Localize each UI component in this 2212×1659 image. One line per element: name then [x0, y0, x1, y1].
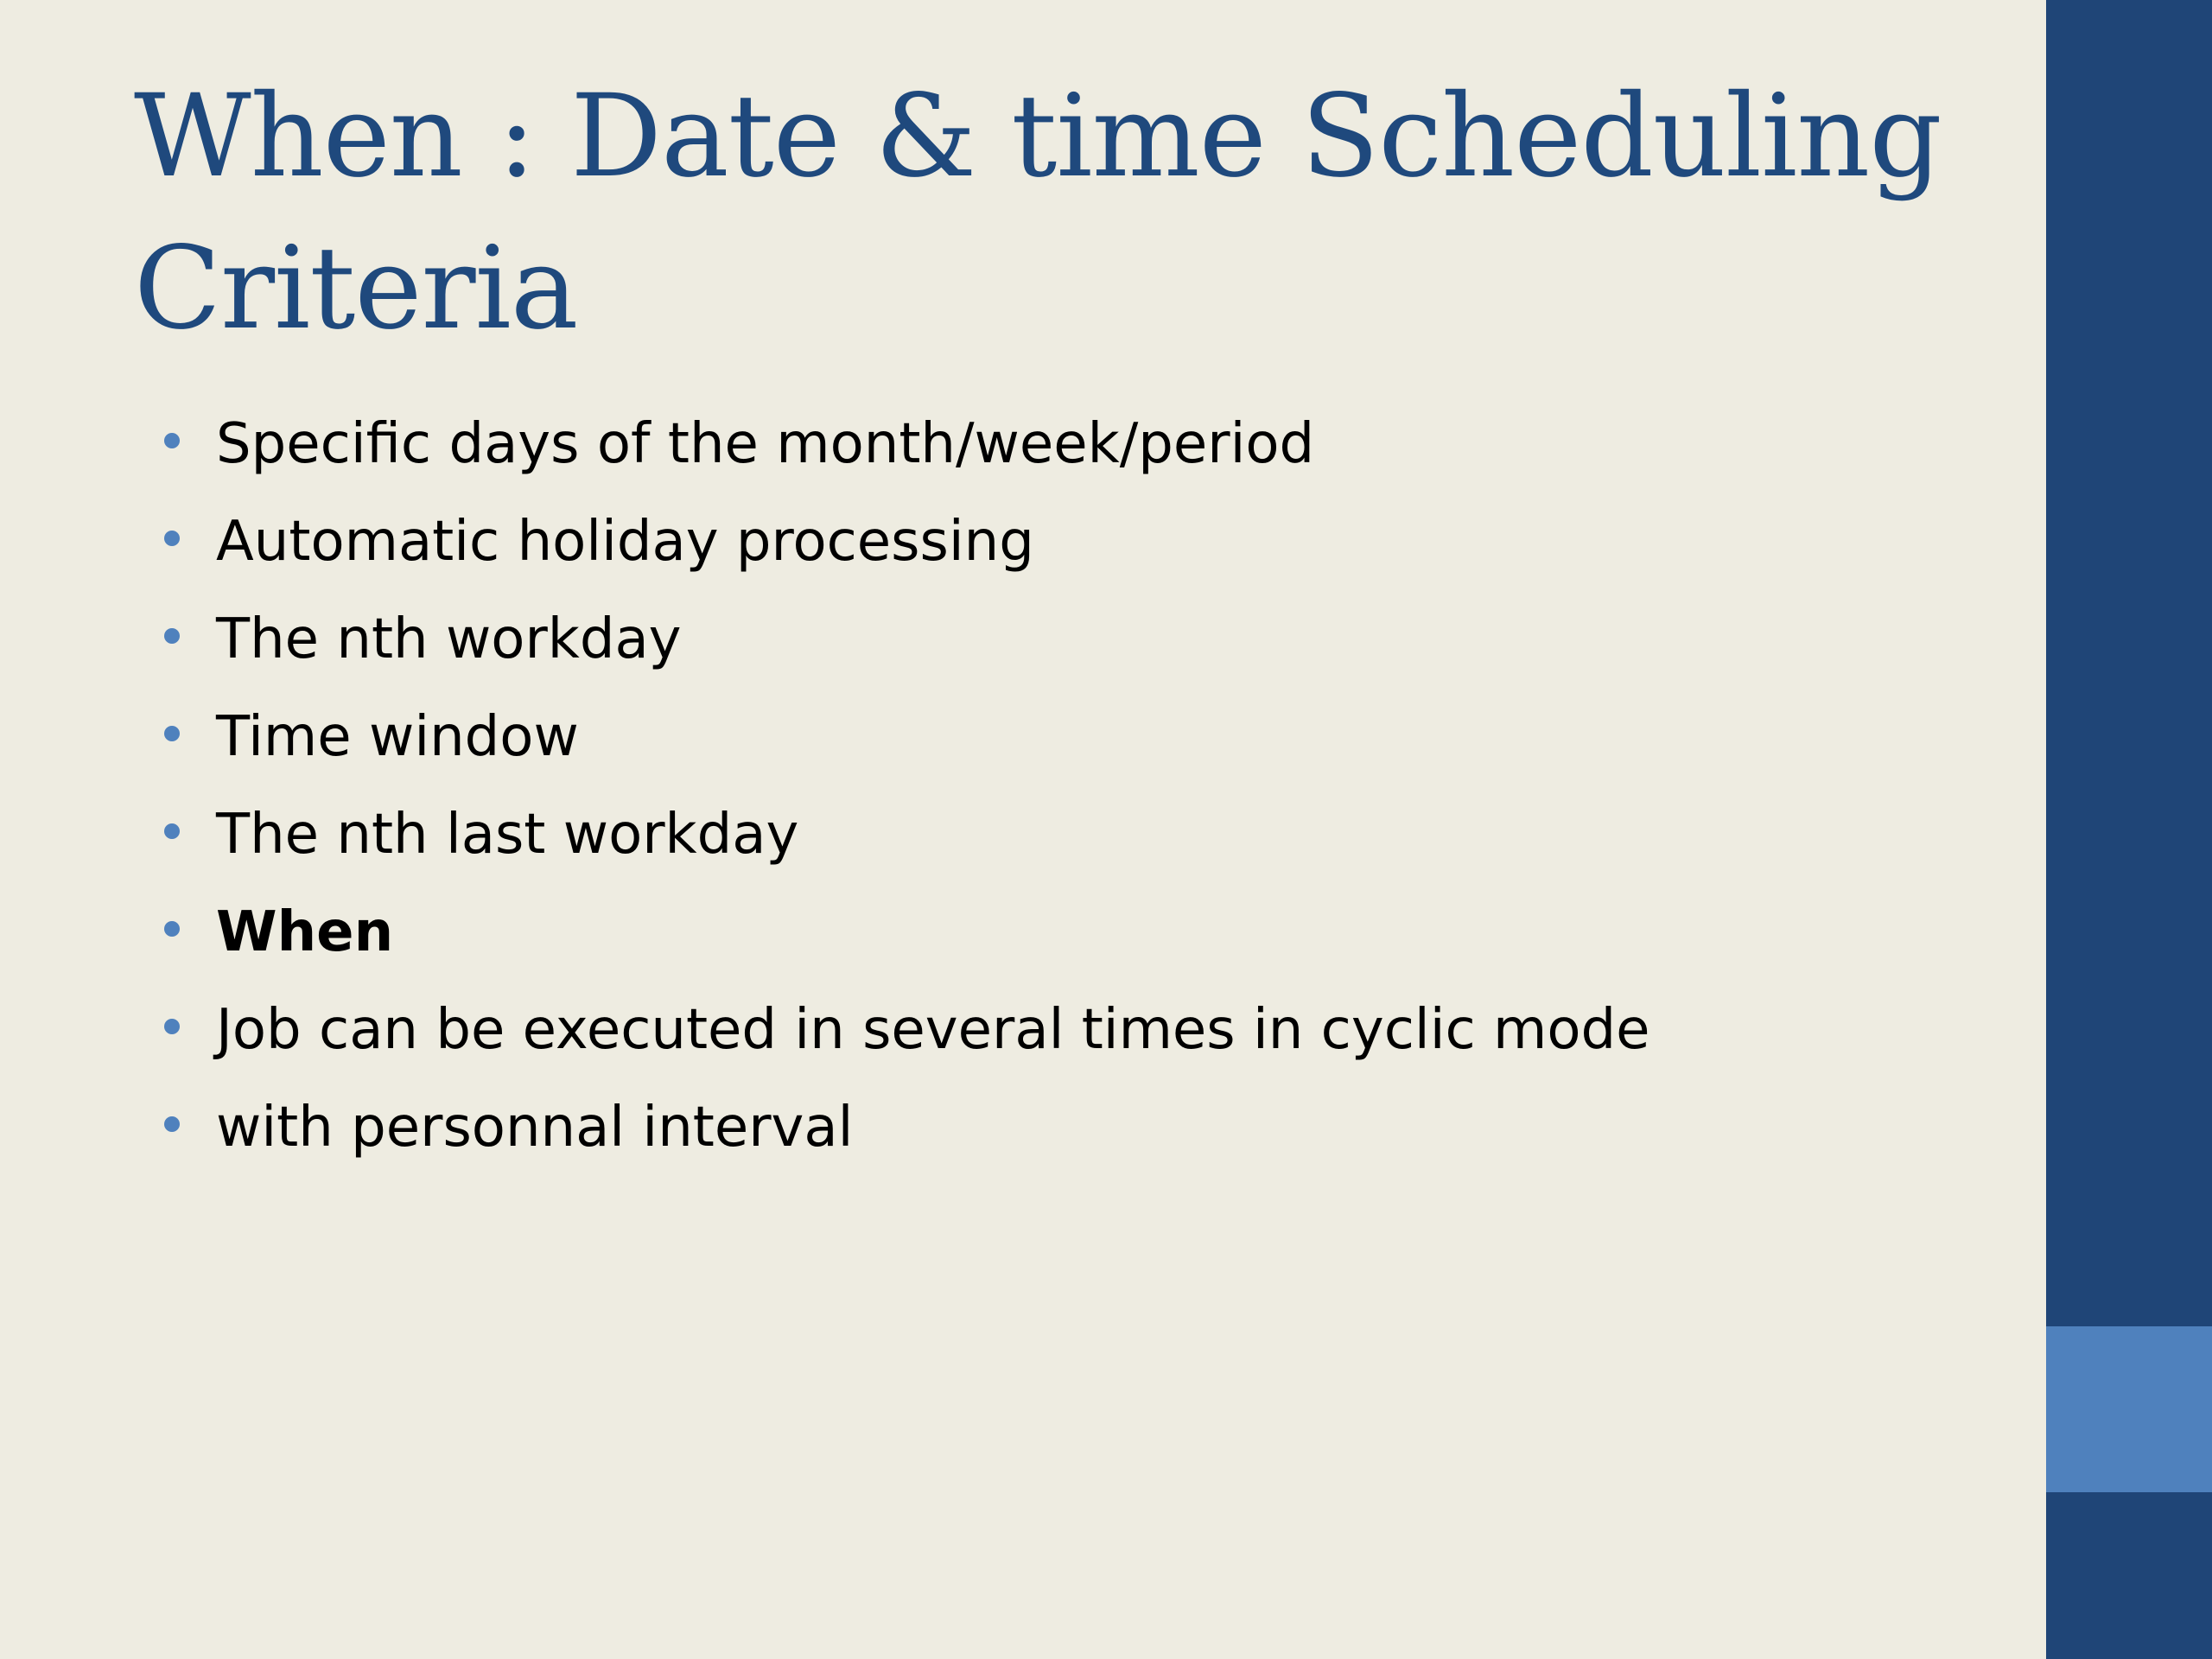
bullet-text: Time window [216, 705, 579, 769]
bullet-item [156, 689, 1650, 786]
bullet-item [156, 786, 1650, 884]
slide-title: When : Date & time Scheduling Criteria [134, 70, 1942, 355]
bullet-item [156, 591, 1650, 689]
bullet-item [156, 982, 1650, 1079]
bullet-dot-icon [164, 433, 180, 448]
bullet-text: The nth workday [216, 607, 682, 671]
bullet-item [156, 1079, 1650, 1177]
bullet-text: with personnal interval [216, 1096, 854, 1160]
bullet-dot-icon [164, 823, 180, 839]
bullet-dot-icon [164, 628, 180, 644]
bullet-text: Job can be executed in several times in cyclic mode [216, 998, 1650, 1062]
bullet-dot-icon [164, 1019, 180, 1034]
bullet-dot-icon [164, 726, 180, 741]
bullet-dot-icon [164, 1116, 180, 1132]
bullet-list [156, 396, 1650, 1177]
side-decoration-accent [2046, 1326, 2212, 1492]
bullet-text: Automatic holiday processing [216, 510, 1034, 574]
bullet-dot-icon [164, 531, 180, 546]
bullet-dot-icon [164, 921, 180, 937]
bullet-text: When [216, 900, 394, 964]
bullet-item [156, 396, 1650, 493]
bullet-text: Specific days of the month/week/period [216, 412, 1315, 476]
bullet-item [156, 884, 1650, 982]
bullet-item [156, 493, 1650, 591]
bullet-text: The nth last workday [216, 803, 799, 867]
